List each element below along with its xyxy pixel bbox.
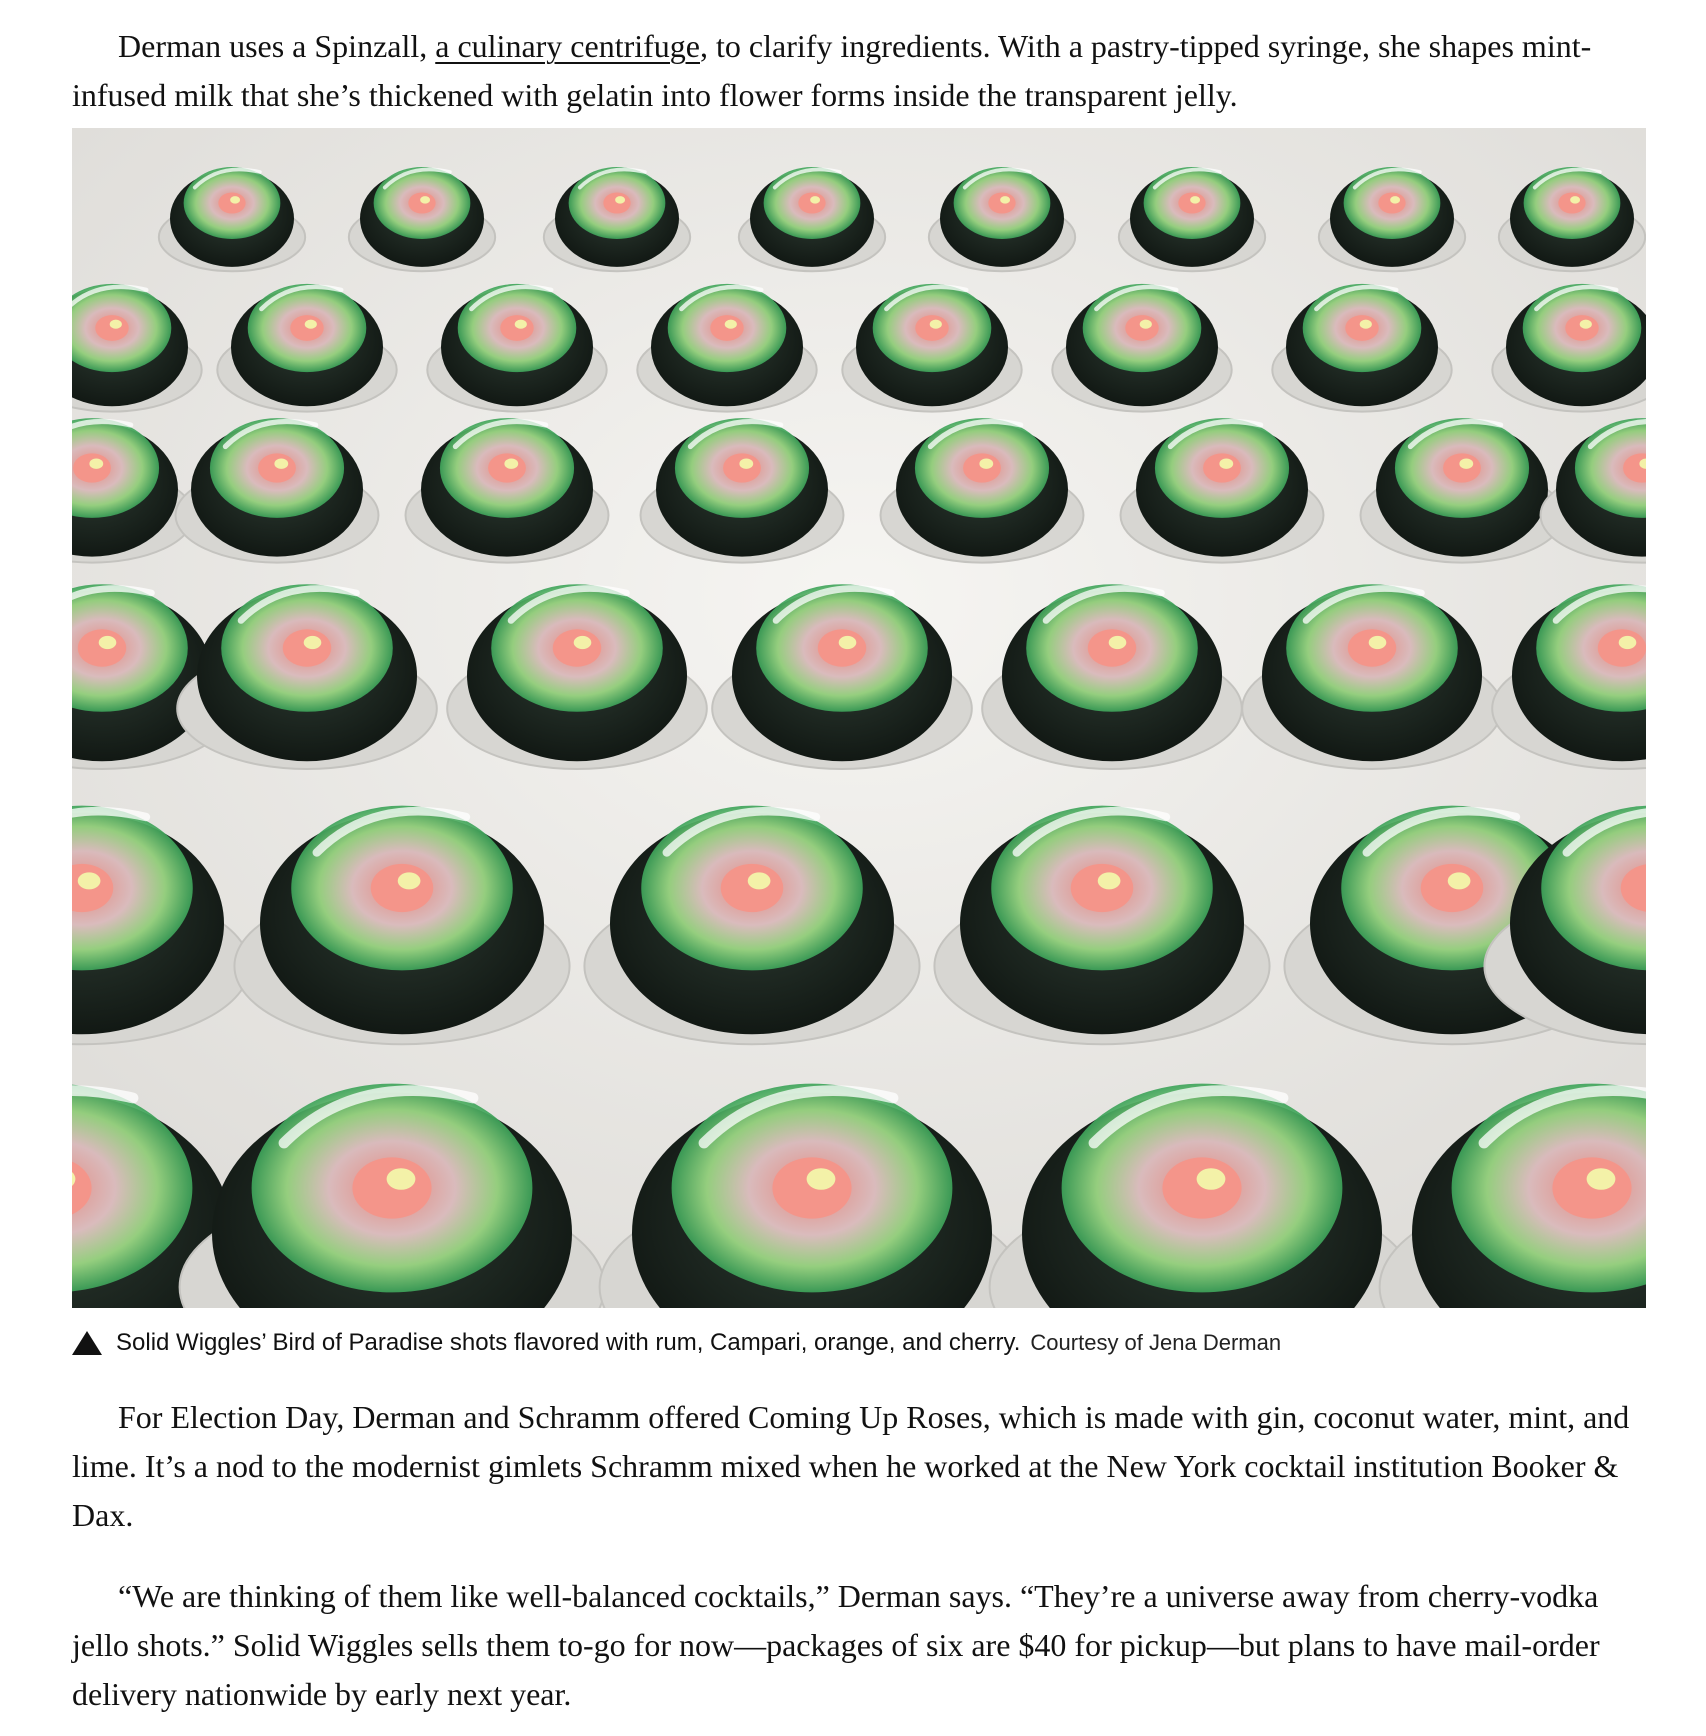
culinary-centrifuge-link[interactable]: a culinary centrifuge: [435, 28, 700, 64]
paragraph-election-day: For Election Day, Derman and Schramm offered Coming Up Roses, which is made with gin, coconut water, mint, and lime. It’s a nod to the modernist gimlets Schramm mixed when he worked at the New York cocktail institution Booker & Dax.: [72, 1399, 1630, 1533]
paragraph-text: , to clarify ingredients. With a pastry-tipped syringe, she shapes mint-infused milk that she’s thickened with gelatin into flower forms inside the transparent jelly.: [72, 28, 1592, 113]
jello-shots-photo: [72, 128, 1646, 1308]
paragraph-spinzall: [72, 22, 1646, 120]
triangle-up-icon: [72, 1331, 102, 1355]
figure-caption: [72, 1326, 1646, 1360]
paragraph-text: Derman uses a Spinzall,: [118, 28, 436, 64]
caption-text: Solid Wiggles’ Bird of Paradise shots flavored with rum, Campari, orange, and cherry.: [116, 1329, 1021, 1356]
photo-credit: Courtesy of Jena Derman: [1030, 1330, 1282, 1355]
jello-shots-image: [72, 128, 1646, 1308]
paragraph-cocktails: “We are thinking of them like well-balanced cocktails,” Derman says. “They’re a universe away from cherry-vodka jello shots.” Solid Wiggles sells them to-go for now—packages of six are $40 for pickup—but plans to have mail-order delivery nationwide by early next year.: [72, 1578, 1600, 1712]
